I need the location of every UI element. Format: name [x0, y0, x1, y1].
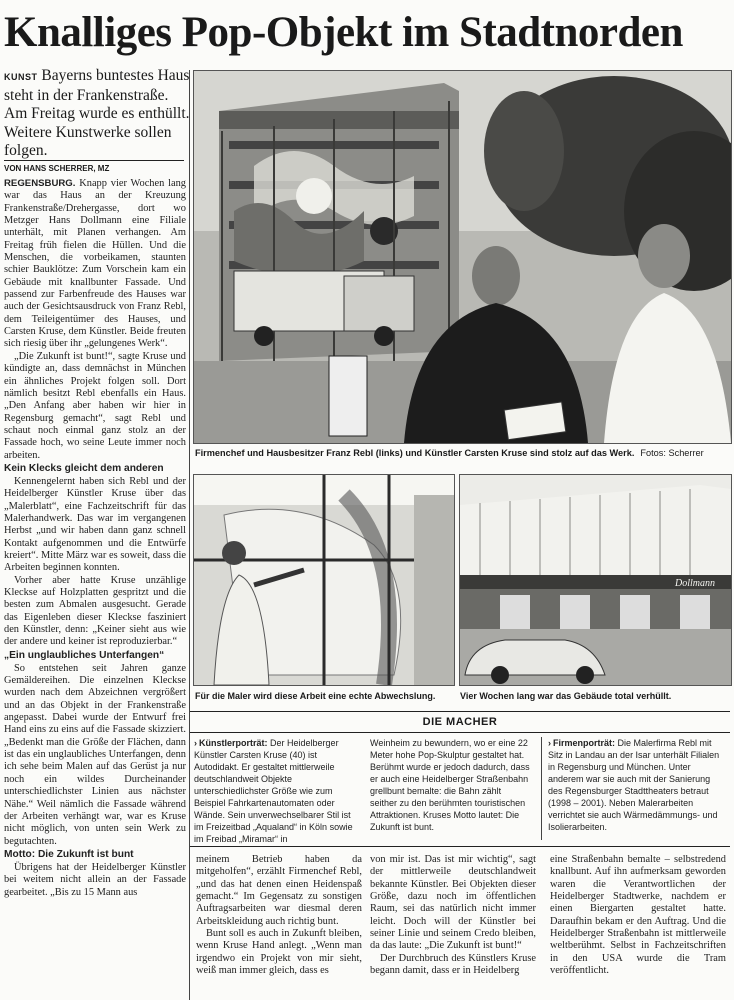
- box-title-rule: [190, 732, 730, 733]
- building-photo: [459, 474, 732, 686]
- main-caption-text: Firmenchef und Hausbesitzer Franz Rebl (links) und Künstler Carsten Kruse sind stolz auf das Werk.: [195, 448, 635, 458]
- dateline: REGENSBURG.: [4, 178, 76, 189]
- paragraph-2: „Die Zukunft ist bunt!“, sagte Kruse und kündigte an, dass demnächst in München ein ähnliches Projekt folgen soll. Dort nämlich besitzt Rebl ebenfalls ein Haus. „Den Anfang aber haben wir hier in Regensburg gemacht“, sagt Rebl und schaut noch einmal ganz stolz an der Fassade hoch, wo seine Leute immer noch arbeiten.: [4, 350, 186, 461]
- box-column-artist-cont: Weinheim zu bewundern, wo er eine 22 Meter hohe Pop-Skulptur gestaltet hat. Berühmt wurde er jedoch dadurch, dass er auch eine Heidelberger Straßenbahn grellbunt bemalte: die Bahn zählt seither zu den berühmten touristischen Attraktionen. Kruses Motto lautet: Die Zukunft ist bunt.: [370, 738, 530, 832]
- subheading-3: Motto: Die Zukunft ist bunt: [4, 848, 134, 860]
- article-column-1: [4, 178, 186, 1000]
- painter-photo: [193, 474, 455, 686]
- col4-text: eine Straßenbahn bemalte – selbstredend knallbunt. Auf ihn aufmerksam geworden waren die Verantwortlichen der Heidelberger Stadtwerke, nachdem er einen Biergarten gestaltet hatte. Daraufhin bekam er den Auftrag. Und die Heidelberger Straßenbahn ist mittlerweile weltberühmt. Selbst in Fachzeitschriften in den USA wurde die Tram veröffentlicht.: [550, 854, 726, 977]
- article-column-4: [550, 854, 726, 1000]
- chevron-icon: ›: [548, 738, 551, 748]
- box-artist-heading: Künstlerporträt:: [199, 738, 268, 748]
- article-column-3: [370, 854, 536, 1000]
- col2b-text: Bunt soll es auch in Zukunft bleiben, wenn Kruse Hand anlegt. „Wenn man irgendwo ein Projekt von mir sieht, weiß man immer gleich, dass es: [196, 928, 362, 977]
- lead-paragraph: [4, 67, 190, 161]
- subheading-2: „Ein unglaubliches Unterfangen“: [4, 649, 165, 661]
- paragraph-3: Kennengelernt haben sich Rebl und der Heidelberger Künstler Kruse über das „Malerblatt“, eine Fachzeitschrift für das Malerhandwerk. Das war im vergangenen Herbst „und wir haben dann ganz schnell Kontakt aufgenommen und die Entwürfe kreiert“. Mitte März war es soweit, dass die Arbeiten beginnen konnten.: [4, 475, 186, 574]
- box-artist-text: Der Heidelberger Künstler Carsten Kruse (40) ist Autodidakt. Er gestaltet mittlerweile deutschlandweit Objekte unterschiedlichster Größe wie zum Beispiel Fahrkartenautomaten oder Wände. Sein unverwechselbarer Stil ist im Freizeitbad „Aqualand“ in Köln sowie im Freibad „Miramar“ in: [194, 738, 353, 844]
- chevron-icon: ›: [194, 738, 197, 748]
- box-divider: [541, 737, 542, 840]
- lead-text: Bayerns buntestes Haus steht in der Frankenstraße. Am Freitag wurde es enthüllt. Weitere Kunstwerke sollen folgen.: [4, 67, 190, 159]
- main-photo-caption: [195, 447, 704, 459]
- building-photo-caption: Vier Wochen lang war das Gebäude total verhüllt.: [460, 691, 672, 701]
- col3b-text: Der Durchbruch des Künstlers Kruse begann damit, dass er in Heidelberg: [370, 952, 536, 977]
- subheading-1: Kein Klecks gleicht dem anderen: [4, 462, 164, 474]
- col3-text: von mir ist. Das ist mir wichtig“, sagt der mittlerweile deutschlandweit bekannte Künstler. Bei Objekten dieser Größe, dazu noch im öffentlichen Raum, sei das natürlich nicht immer leicht. Doch will der Künstler bei seiner Linie und seinem Credo bleiben, da das laute: „Die Zukunft ist bunt!“: [370, 854, 536, 952]
- byline-rule: [4, 160, 184, 161]
- box-company-heading: Firmenporträt:: [553, 738, 616, 748]
- box-company-text: Die Malerfirma Rebl mit Sitz in Landau an der Isar unterhält Filialen in Regensburg und München. Unter anderem war sie auch mit der Sanierung des Regensburger Stadttheaters betraut (1998 – 2001). Neben Malerarbeiten verrichtet sie auch Wärmedämmungs- und Isolierarbeiten.: [548, 738, 720, 832]
- lead-kicker: KUNST: [4, 72, 38, 82]
- box-title: DIE MACHER: [422, 716, 498, 728]
- paragraph-5: So entstehen seit Jahren ganze Gemäldereihen. Die einzelnen Kleckse wurden nach dem Abzeichnen vergrößert und an das Objekt in der Frankenstraße angepasst. Dabei wurde der Entwurf frei Hand eins zu eins auf die Fassade skizziert. „Bedenkt man die Größe der Flächen, dann ist das ein unglaubliches Unterfangen, denn ich sehe beim Malen auf das Gerüst ja nur noch ein wildes Durcheinander unterschiedlichster Linien aus nächster Nähe.“ Weil nämlich die Fassade während der Arbeiten verhängt war, war es Kruse nicht möglich, von unten sein Werk zu begutachten.: [4, 662, 186, 847]
- byline: VON HANS SCHERRER, MZ: [4, 164, 110, 173]
- column-divider: [189, 70, 190, 1000]
- article-column-2: [196, 854, 362, 1000]
- paragraph-1: Knapp vier Wochen lang war das Haus an der Kreuzung Frankenstraße/Drehergasse, dort wo Metzger Hans Dollmann eine Filiale unterhält, mit Planen verhangen. Am Freitag früh fielen die Hüllen. Und die Menschen, die vorbeikamen, staunten schier Bauklötze: Zum Vorschein kam ein Gebäude mit knallbunter Fassade. Und passend zur Farbenfreude des Hauses war auch der Gesichtsausdruck von Franz Rebl, dem Teileigentümer des Hauses, und Carsten Kruse, dem Künstler. Beide freuten sich riesig über ihr „gelungenes Werk“.: [4, 178, 186, 350]
- paragraph-6: Übrigens hat der Heidelberger Künstler bei weitem nicht allein an der Fassade gearbeitet. „Bis zu 15 Mann aus: [4, 861, 186, 898]
- headline: Knalliges Pop-Objekt im Stadtnorden: [4, 9, 683, 56]
- col2-text: meinem Betrieb haben da mitgeholfen“, erzählt Firmenchef Rebl, „und das hat denen einen Heidenspaß gemacht.“ Im Gegensatz zu sonstigen Auftragsarbeiten war diesmal deren Arbeitskleidung auch richtig bunt.: [196, 854, 362, 927]
- painter-photo-caption: Für die Maler wird diese Arbeit eine echte Abwechslung.: [195, 691, 436, 701]
- main-photo: [193, 70, 732, 444]
- box-column-artist: [194, 737, 354, 845]
- paragraph-4: Vorher aber hatte Kruse unzählige Kleckse auf Holzplatten gespritzt und die besten zum Abmalen ausgesucht. Gerade das Eigenleben dieser Kleckse fasziniert den Künstler, denn: „Keiner sieht aus wie der andere und keiner ist reproduzierbar.“: [4, 574, 186, 648]
- box-column-company: [548, 737, 726, 833]
- photo-credit: Fotos: Scherrer: [640, 448, 704, 458]
- store-sign-text: Dollmann: [675, 578, 715, 589]
- box-top-rule: [190, 711, 730, 712]
- box-bottom-rule: [190, 846, 730, 847]
